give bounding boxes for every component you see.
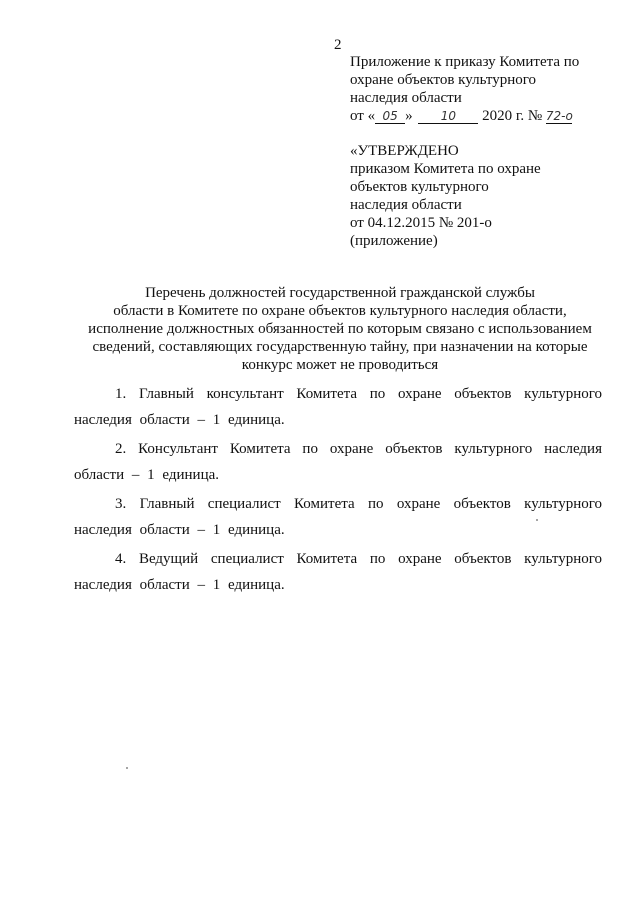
title-line-1: Перечень должностей государственной гражданской службы — [145, 285, 535, 301]
appendix-line-3: наследия области — [350, 90, 462, 106]
list-item: 4. Ведущий специалист Комитета по охране объектов культурного наследия области – 1 единица. — [74, 551, 602, 593]
scan-speck — [126, 767, 128, 769]
document-title — [70, 284, 610, 374]
appendix-date-line — [350, 107, 610, 125]
approved-stamp-text — [350, 142, 610, 250]
approved-line-6: (приложение) — [350, 233, 438, 249]
appendix-line-2: охране объектов культурного — [350, 72, 537, 88]
approved-line-2: приказом Комитета по охране — [350, 161, 541, 177]
title-line-3: исполнение должностных обязанностей по которым связано с использованием — [88, 321, 592, 337]
positions-list — [74, 381, 602, 601]
title-line-2: области в Комитете по охране объектов культурного наследия области, — [113, 303, 567, 319]
page-number: 2 — [334, 37, 342, 53]
date-prefix: от « — [350, 108, 376, 124]
approved-line-5: от 04.12.2015 № 201-о — [350, 215, 492, 231]
list-item: 3. Главный специалист Комитета по охране объектов культурного наследия области – 1 единица. — [74, 496, 602, 538]
approved-line-4: наследия области — [350, 197, 462, 213]
handwritten-day: 05 — [375, 109, 405, 124]
date-mid: » — [405, 108, 413, 124]
handwritten-month: 10 — [418, 109, 478, 124]
approved-line-1: «УТВЕРЖДЕНО — [350, 143, 459, 159]
list-item: 2. Консультант Комитета по охране объектов культурного наследия области – 1 единица. — [74, 441, 602, 483]
appendix-header — [350, 53, 610, 125]
date-year-text: 2020 г. № — [482, 108, 543, 124]
handwritten-order-number: 72-о — [545, 109, 573, 123]
approved-line-3: объектов культурного — [350, 179, 489, 195]
title-line-5: конкурс может не проводиться — [241, 357, 439, 373]
appendix-line-1: Приложение к приказу Комитета по — [350, 54, 580, 70]
list-item: 1. Главный консультант Комитета по охране объектов культурного наследия области – 1 единица. — [74, 386, 602, 428]
scan-speck — [536, 519, 538, 521]
title-line-4: сведений, составляющих государственную тайну, при назначении на которые — [92, 339, 588, 355]
